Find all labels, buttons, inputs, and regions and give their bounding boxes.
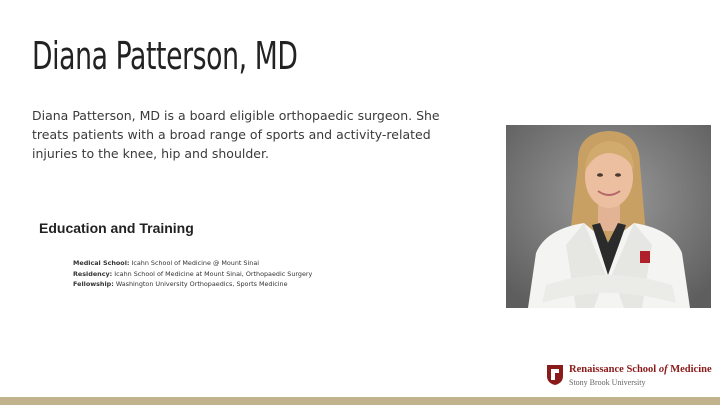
education-label: Fellowship: — [73, 280, 114, 288]
doctor-portrait-photo — [506, 125, 711, 308]
education-item-residency — [73, 269, 312, 280]
logo-name-part2: Medicine — [667, 364, 712, 375]
intro-paragraph: Diana Patterson, MD is a board eligible orthopaedic surgeon. She treats patients with a broad range of sports and activity-related injuries to the knee, hip and shoulder. — [32, 108, 440, 161]
education-label: Medical School: — [73, 259, 130, 267]
logo-subtitle: Stony Brook University — [569, 378, 646, 387]
education-value: Icahn School of Medicine @ Mount Sinai — [129, 259, 260, 267]
portrait-illustration — [506, 125, 711, 308]
education-value: Icahn School of Medicine at Mount Sinai, Orthopaedic Surgery — [112, 269, 313, 278]
institution-logo — [546, 362, 711, 390]
logo-name — [569, 364, 712, 375]
logo-name-italic: of — [658, 364, 668, 375]
education-heading: Education and Training — [39, 220, 194, 236]
logo-name-part1: Renaissance School — [569, 364, 659, 375]
page-title: Diana Patterson, MD — [32, 34, 298, 78]
education-label: Residency: — [73, 269, 113, 278]
education-list — [73, 258, 312, 290]
footer-accent-bar — [0, 397, 720, 405]
shield-logo-icon — [546, 364, 564, 386]
education-value: Washington University Orthopaedics, Sports Medicine — [113, 280, 288, 288]
education-item-fellowship — [73, 279, 312, 290]
education-item-medical-school — [73, 258, 312, 269]
